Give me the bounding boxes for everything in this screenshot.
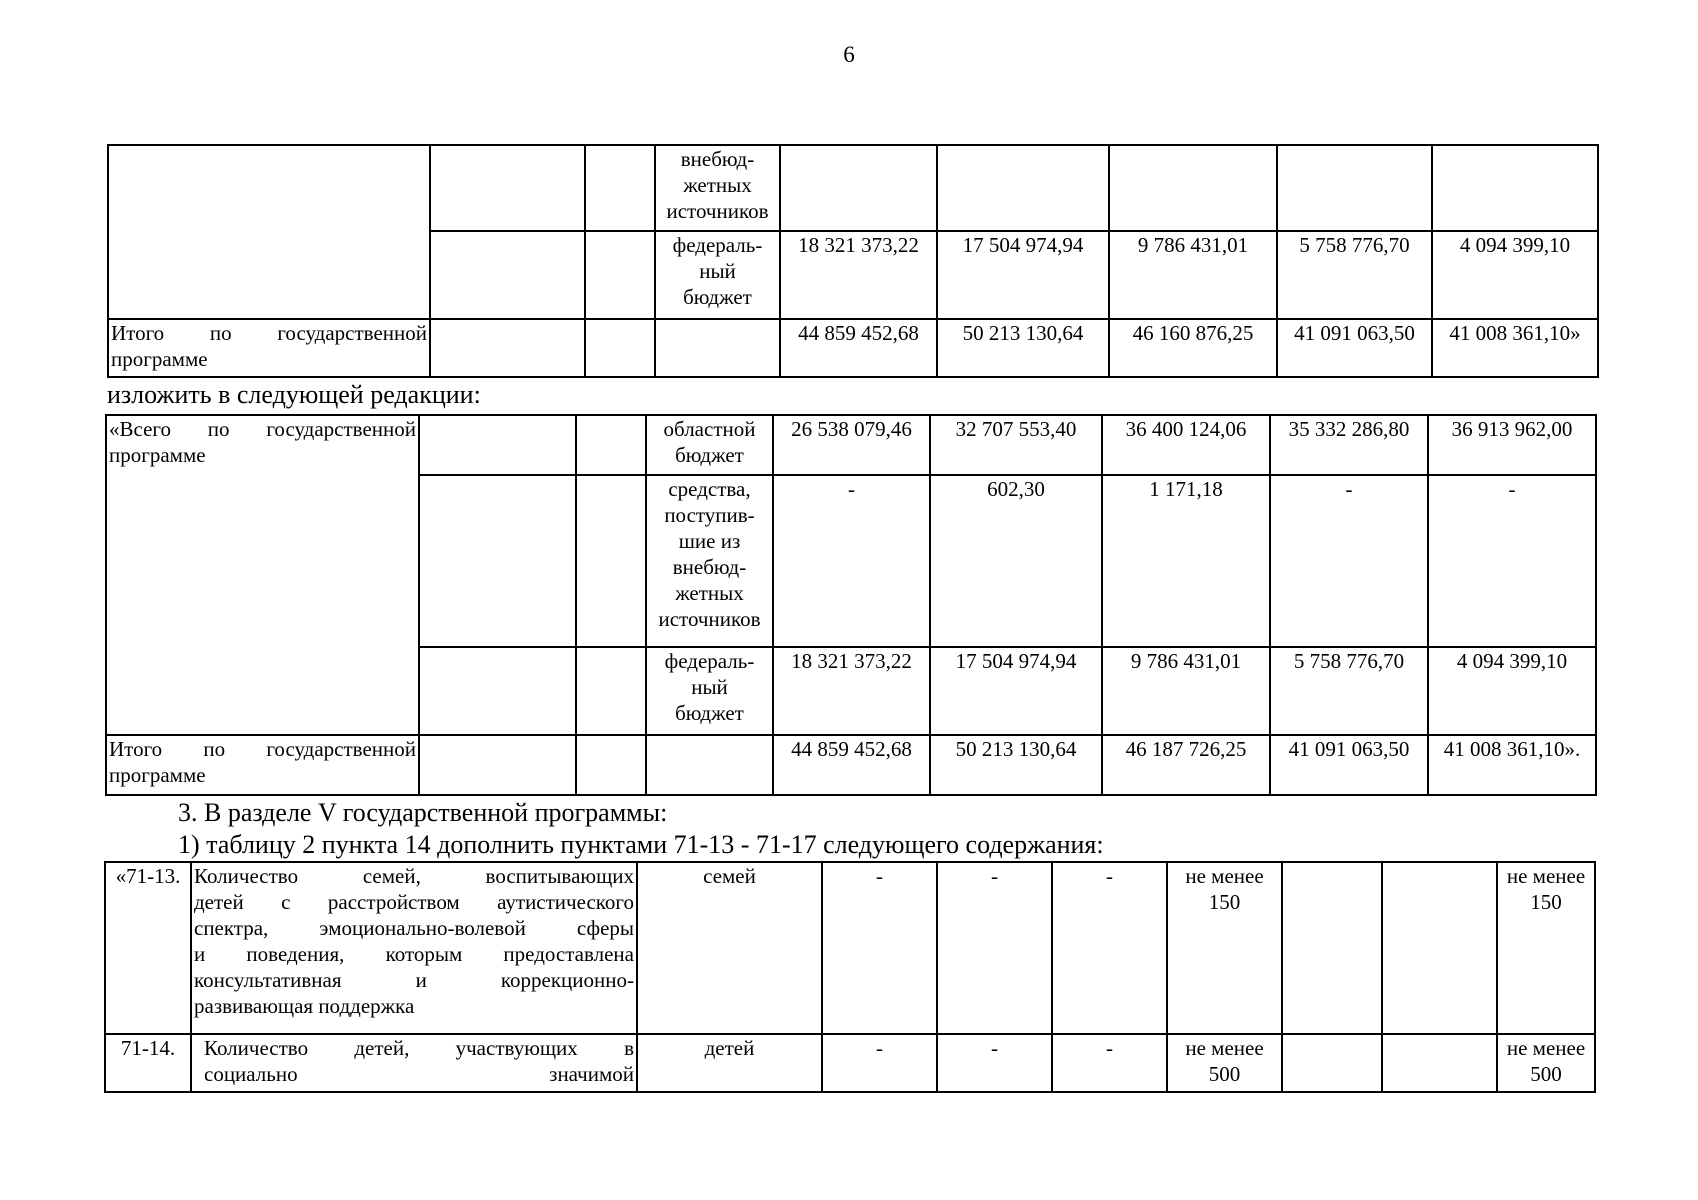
value-cell: -: [937, 1034, 1052, 1092]
value-cell: 44 859 452,68: [780, 319, 937, 377]
empty-cell: [419, 647, 576, 735]
funding-table-old: [107, 144, 1599, 378]
value-cell: [937, 145, 1109, 231]
indicators-table: [104, 861, 1596, 1093]
value-cell: 26 538 079,46: [773, 415, 930, 475]
empty-cell: [430, 231, 585, 319]
empty-cell: [585, 231, 655, 319]
total-label-cell: [106, 735, 419, 795]
table-row: [106, 415, 1596, 475]
empty-cell: [576, 475, 646, 647]
table-row: [108, 145, 1598, 231]
value-cell: 36 913 962,00: [1428, 415, 1596, 475]
table-row: [105, 862, 1595, 1034]
value-cell: [1382, 1034, 1497, 1092]
value-cell: не менее 500: [1497, 1034, 1595, 1092]
value-cell: 46 187 726,25: [1102, 735, 1270, 795]
value-cell: 35 332 286,80: [1270, 415, 1428, 475]
value-cell: -: [1270, 475, 1428, 647]
indicator-text-line: Количество детей, участвующих в: [204, 1036, 634, 1060]
value-cell: -: [822, 1034, 937, 1092]
total-label-line: Итого по государственной: [111, 321, 427, 345]
value-cell: -: [1428, 475, 1596, 647]
empty-cell: [430, 319, 585, 377]
value-cell: [1282, 1034, 1382, 1092]
value-cell: 41 008 361,10»: [1432, 319, 1598, 377]
all-label-line: «Всего по государственной: [109, 417, 416, 441]
value-cell: не менее 150: [1167, 862, 1282, 1034]
value-cell: -: [773, 475, 930, 647]
indicator-text-line: детей с расстройством аутистического: [194, 890, 634, 914]
value-cell: 36 400 124,06: [1102, 415, 1270, 475]
source-cell: внебюд- жетных источников: [655, 145, 780, 231]
section-line: 3. В разделе V государственной программы:: [178, 798, 668, 827]
value-cell: не менее 150: [1497, 862, 1595, 1034]
value-cell: 50 213 130,64: [930, 735, 1102, 795]
subsection-line: 1) таблицу 2 пункта 14 дополнить пунктами 71-13 - 71-17 следующего содержания:: [178, 830, 1104, 859]
value-cell: 32 707 553,40: [930, 415, 1102, 475]
empty-cell: [419, 735, 576, 795]
value-cell: [1382, 862, 1497, 1034]
indicator-number: «71-13.: [105, 862, 191, 1034]
source-cell: средства, поступив- шие из внебюд- жетных источников: [646, 475, 773, 647]
value-cell: -: [937, 862, 1052, 1034]
indicator-text-line: развивающая поддержка: [194, 994, 415, 1018]
value-cell: 41 091 063,50: [1270, 735, 1428, 795]
funding-table-new: [105, 414, 1597, 796]
total-label-line: программе: [109, 763, 206, 787]
empty-cell: [576, 647, 646, 735]
indicator-text-line: спектра, эмоционально-волевой сферы: [194, 916, 634, 940]
empty-cell: [108, 145, 430, 319]
empty-cell: [646, 735, 773, 795]
value-cell: 41 091 063,50: [1277, 319, 1432, 377]
source-cell: федераль- ный бюджет: [646, 647, 773, 735]
all-label-cell: [106, 415, 419, 735]
value-cell: 1 171,18: [1102, 475, 1270, 647]
value-cell: -: [1052, 1034, 1167, 1092]
value-cell: [1432, 145, 1598, 231]
empty-cell: [585, 145, 655, 231]
source-cell: областной бюджет: [646, 415, 773, 475]
total-label-line: программе: [111, 347, 208, 371]
empty-cell: [419, 415, 576, 475]
indicator-text: [191, 862, 637, 1034]
source-cell: федераль- ный бюджет: [655, 231, 780, 319]
empty-cell: [655, 319, 780, 377]
value-cell: 50 213 130,64: [937, 319, 1109, 377]
empty-cell: [576, 415, 646, 475]
table-row: [105, 1034, 1595, 1092]
all-label-line: программе: [109, 443, 206, 467]
empty-cell: [430, 145, 585, 231]
value-cell: 46 160 876,25: [1109, 319, 1277, 377]
indicator-number: 71-14.: [105, 1034, 191, 1092]
value-cell: 4 094 399,10: [1432, 231, 1598, 319]
unit-cell: семей: [637, 862, 822, 1034]
indicator-text-line: социально значимой: [204, 1062, 634, 1086]
value-cell: 41 008 361,10».: [1428, 735, 1596, 795]
value-cell: -: [822, 862, 937, 1034]
empty-cell: [576, 735, 646, 795]
value-cell: 18 321 373,22: [780, 231, 937, 319]
value-cell: 602,30: [930, 475, 1102, 647]
value-cell: [1277, 145, 1432, 231]
value-cell: 18 321 373,22: [773, 647, 930, 735]
total-row: [108, 319, 1598, 377]
value-cell: 4 094 399,10: [1428, 647, 1596, 735]
indicator-text: [191, 1034, 637, 1092]
value-cell: 5 758 776,70: [1270, 647, 1428, 735]
value-cell: [780, 145, 937, 231]
value-cell: 17 504 974,94: [937, 231, 1109, 319]
value-cell: [1282, 862, 1382, 1034]
indicator-text-line: Количество семей, воспитывающих: [194, 864, 634, 888]
total-label-line: Итого по государственной: [109, 737, 416, 761]
total-row: [106, 735, 1596, 795]
intro-line: изложить в следующей редакции:: [107, 380, 481, 409]
value-cell: 44 859 452,68: [773, 735, 930, 795]
indicator-text-line: консультативная и коррекционно-: [194, 968, 634, 992]
indicator-text-line: и поведения, которым предоставлена: [194, 942, 634, 966]
value-cell: 9 786 431,01: [1109, 231, 1277, 319]
value-cell: не менее 500: [1167, 1034, 1282, 1092]
total-label-cell: [108, 319, 430, 377]
value-cell: 9 786 431,01: [1102, 647, 1270, 735]
value-cell: [1109, 145, 1277, 231]
value-cell: 5 758 776,70: [1277, 231, 1432, 319]
page-number: 6: [843, 42, 855, 67]
unit-cell: детей: [637, 1034, 822, 1092]
empty-cell: [419, 475, 576, 647]
empty-cell: [585, 319, 655, 377]
value-cell: 17 504 974,94: [930, 647, 1102, 735]
value-cell: -: [1052, 862, 1167, 1034]
